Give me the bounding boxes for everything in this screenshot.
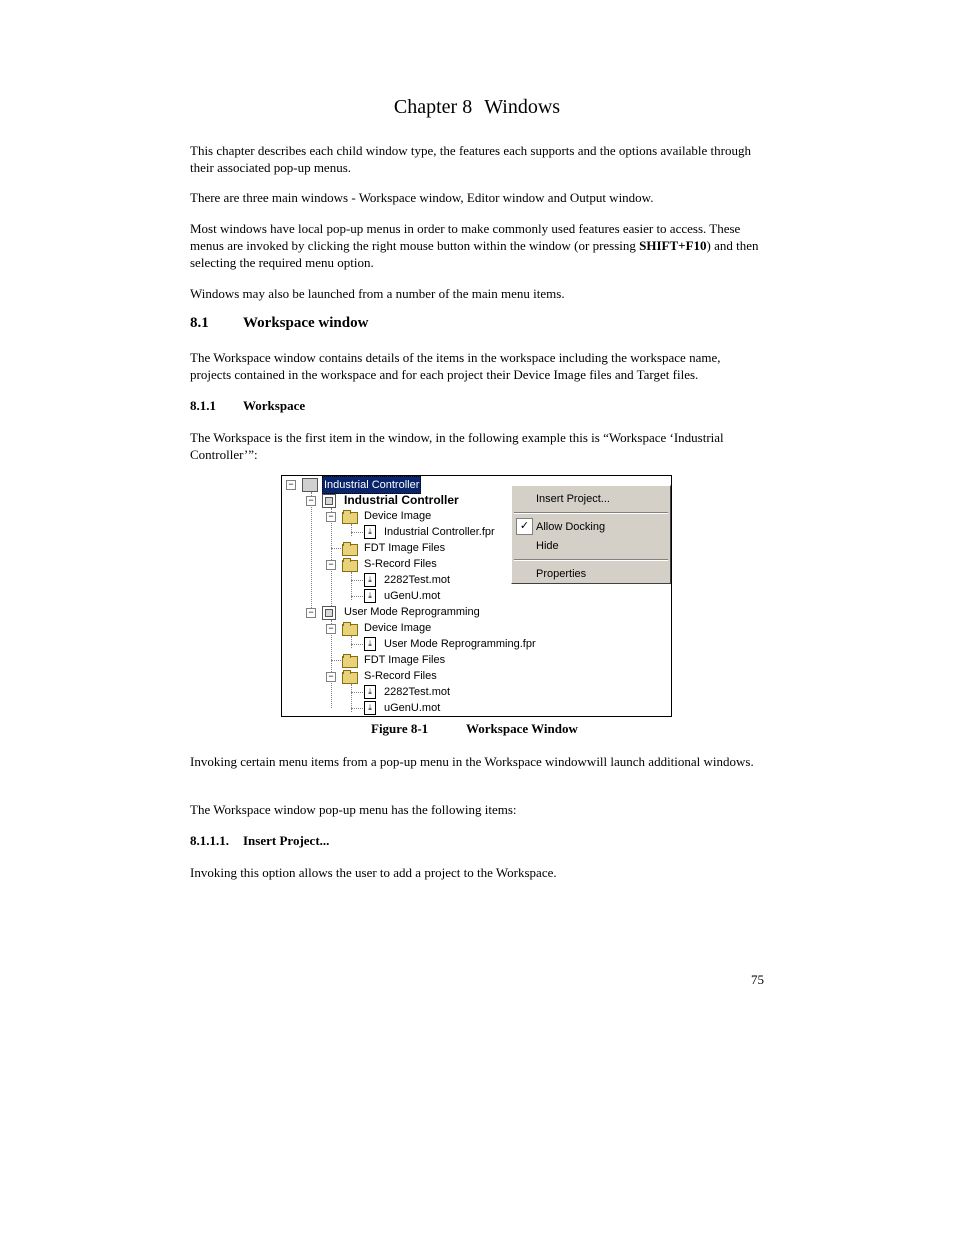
- folder-icon: [342, 560, 358, 572]
- menu-item-insert-project[interactable]: Insert Project...: [536, 493, 610, 505]
- tree-connector: [351, 596, 363, 597]
- tree-item-file[interactable]: [282, 572, 511, 588]
- section-number: 8.1.1.1.: [190, 833, 229, 848]
- tree-connector: [351, 692, 363, 693]
- folder-icon: [342, 672, 358, 684]
- tree-item-folder[interactable]: [282, 540, 511, 556]
- folder-icon: [342, 544, 358, 556]
- section-heading-8-1-1: [190, 398, 305, 414]
- figure-caption-label: Figure 8-1: [371, 721, 429, 736]
- tree-item-file[interactable]: [282, 684, 542, 700]
- file-icon: ⤓: [364, 573, 376, 587]
- tree-item-label: Industrial Controller.fpr: [384, 526, 495, 538]
- tree-connector: [351, 580, 363, 581]
- tree-item-label: S-Record Files: [364, 558, 437, 570]
- tree-item-file[interactable]: [282, 524, 511, 540]
- section-8-1-paragraph: The Workspace window contains details of the items in the workspace including the workspace name, projects contained in the workspace and for each project their Device Image files and Target files.: [190, 350, 721, 382]
- shortcut-text: SHIFT+F10: [639, 238, 707, 253]
- menu-item-properties[interactable]: Properties: [536, 568, 587, 580]
- tree-item-label: FDT Image Files: [364, 654, 446, 666]
- workspace-window-figure: [281, 475, 672, 717]
- menu-separator: [514, 559, 668, 561]
- tree-item-file[interactable]: [282, 588, 511, 604]
- section-heading-8-1-1-1: [190, 833, 329, 849]
- tree-connector: [331, 660, 341, 661]
- chapter-title: [190, 96, 764, 119]
- collapse-icon[interactable]: −: [326, 672, 336, 682]
- intro-paragraph-3-end: ) and then selecting the required menu option.: [190, 238, 759, 270]
- tree-item-label: FDT Image Files: [364, 542, 446, 554]
- tree-item-label: Industrial Controller: [322, 476, 421, 494]
- context-menu: [511, 485, 671, 584]
- tree-item-folder[interactable]: [282, 508, 511, 524]
- tree-item-label: 2282Test.mot: [384, 574, 451, 586]
- tree-item-label: Industrial Controller: [344, 493, 459, 507]
- tree-connector: [351, 644, 363, 645]
- tree-connector: [351, 708, 363, 709]
- collapse-icon[interactable]: −: [326, 512, 336, 522]
- collapse-icon[interactable]: −: [326, 560, 336, 570]
- check-icon: ✓: [516, 518, 533, 535]
- intro-paragraph-4: Windows may also be launched from a number of the main menu items.: [190, 286, 565, 301]
- collapse-icon[interactable]: −: [326, 624, 336, 634]
- section-title: Workspace window: [243, 315, 369, 331]
- intro-paragraph-2: There are three main windows - Workspace window, Editor window and Output window.: [190, 190, 654, 205]
- project-icon: [322, 494, 336, 508]
- tree-item-file[interactable]: [282, 700, 542, 716]
- folder-icon: [342, 512, 358, 524]
- workspace-icon: [302, 478, 318, 492]
- folder-icon: [342, 656, 358, 668]
- after-figure-paragraph-2: The Workspace window pop-up menu has the following items:: [190, 802, 517, 817]
- section-number: 8.1.1: [190, 398, 216, 413]
- tree-item-label: uGenU.mot: [384, 702, 441, 714]
- section-8-1-1-1-paragraph: Invoking this option allows the user to add a project to the Workspace.: [190, 865, 557, 880]
- tree-connector: [351, 532, 363, 533]
- page-number: 75: [751, 972, 764, 987]
- tree-item-label: Device Image: [364, 622, 432, 634]
- tree-item-project[interactable]: [282, 604, 542, 620]
- section-heading-8-1: [190, 315, 368, 332]
- file-icon: ⤓: [364, 637, 376, 651]
- tree-item-file[interactable]: [282, 636, 582, 652]
- project-icon: [322, 606, 336, 620]
- tree-item-folder[interactable]: [282, 620, 542, 636]
- section-title: Insert Project...: [243, 833, 330, 848]
- tree-item-label: Device Image: [364, 510, 432, 522]
- collapse-icon[interactable]: −: [306, 608, 316, 618]
- tree-connector: [331, 548, 341, 549]
- tree-item-label: User Mode Reprogramming.fpr: [384, 638, 536, 650]
- chapter-name: Windows: [484, 96, 561, 118]
- folder-icon: [342, 624, 358, 636]
- tree-item-folder[interactable]: [282, 668, 542, 684]
- menu-item-allow-docking[interactable]: Allow Docking: [536, 521, 606, 533]
- tree-item-label: 2282Test.mot: [384, 686, 451, 698]
- section-title: Workspace: [243, 398, 306, 413]
- file-icon: ⤓: [364, 525, 376, 539]
- tree-item-folder[interactable]: [282, 556, 511, 572]
- intro-paragraph-1: This chapter describes each child window type, the features each supports and the options available through their associated pop-up menus.: [190, 143, 751, 175]
- tree-item-label: uGenU.mot: [384, 590, 441, 602]
- tree-item-folder[interactable]: [282, 652, 542, 668]
- menu-item-hide[interactable]: Hide: [536, 540, 559, 552]
- file-icon: ⤓: [364, 685, 376, 699]
- file-icon: ⤓: [364, 701, 376, 715]
- chapter-number: Chapter 8: [393, 96, 473, 118]
- tree-item-label: User Mode Reprogramming: [344, 606, 480, 618]
- menu-separator: [514, 512, 668, 514]
- intro-paragraph-3-start: Most windows have local pop-up menus in order to make commonly used features easier to access. These menus are invoked by clicking the right mouse button within the window (or pressing: [190, 221, 741, 253]
- section-8-1-1-paragraph: The Workspace is the first item in the window, in the following example this is “Workspace ‘Industrial Controller’”:: [190, 430, 724, 462]
- after-figure-paragraph-1: Invoking certain menu items from a pop-up menu in the Workspace windowwill launch additional windows.: [190, 754, 754, 769]
- collapse-icon[interactable]: −: [286, 480, 296, 490]
- tree-item-project[interactable]: [282, 492, 511, 508]
- section-number: 8.1: [190, 315, 209, 331]
- file-icon: ⤓: [364, 589, 376, 603]
- figure-caption-text: Workspace Window: [466, 721, 578, 736]
- collapse-icon[interactable]: −: [306, 496, 316, 506]
- tree-item-label: S-Record Files: [364, 670, 437, 682]
- intro-paragraph-3: [190, 220, 764, 271]
- tree-item-workspace[interactable]: [282, 476, 511, 492]
